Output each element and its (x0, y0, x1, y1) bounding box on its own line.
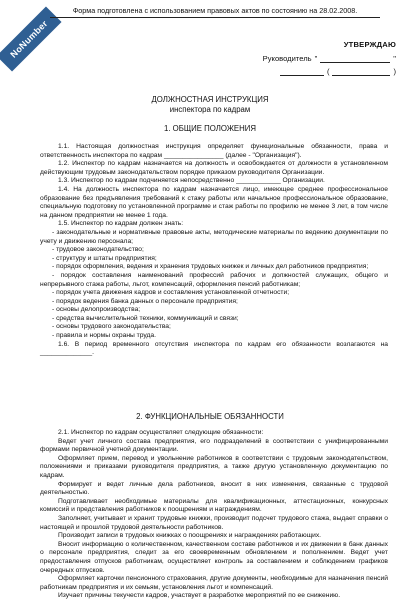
paragraph: - основы делопроизводства; (52, 306, 141, 314)
paragraph: 1.2. Инспектор по кадрам назначается на должность и освобождается от должности в установленном действующим трудовым законодательством порядке приказом руководителя Организации. (40, 160, 388, 176)
document-title-line: ДОЛЖНОСТНАЯ ИНСТРУКЦИЯ (151, 95, 269, 104)
paragraph: Вносит информацию о количественном, качественном составе работников и их движении в банк данных о персонале предприятия, следит за его своевременным обновлением и пополнением. Ведет учет предоставления отпусков работникам, осуществляет контроль за составлением и соблюдением графиков очередных отпусков. (40, 540, 388, 574)
paragraph: Формирует и ведет личные дела работников, вносит в них изменения, связанные с трудовой деятельностью. (40, 480, 388, 497)
document-subtitle-line: инспектора по кадрам (169, 105, 251, 114)
watermark-ribbon: NoNumber (0, 6, 62, 71)
paragraph: 2.1. Инспектор по кадрам осуществляет следующие обязанности: (58, 429, 264, 436)
director-label: Руководитель (262, 54, 312, 63)
paragraph: 1.4. На должность инспектора по кадрам назначается лицо, имеющее среднее профессиональное образование без предъявления требований к стажу работы или начальное профессиональное образование, специальную подготовку по установленной программе и стаж работы по профилю не менее 3 лет, в том числе на данном предприятии не менее 1 года. (40, 185, 388, 219)
signature-blank-line (280, 67, 324, 76)
paragraph: - порядок ведения банка данных о персонале предприятия; (52, 297, 238, 305)
approval-title: УТВЕРЖДАЮ (343, 40, 396, 49)
form-source-note: Форма подготовлена с использованием правовых актов по состоянию на 28.02.2008. (50, 6, 380, 18)
approval-signature-row (240, 54, 396, 63)
paragraph: Ведет учет личного состава предприятия, его подразделений в соответствии с унифицированными формами первичной учетной документации. (40, 437, 388, 454)
section1-title: 1. ОБЩИЕ ПОЛОЖЕНИЯ (164, 124, 256, 133)
paragraph: - порядок составления наименований профессий рабочих и должностей служащих, общего и непрерывного стажа работы, льгот, компенсаций, оформления пенсий работникам; (40, 271, 388, 288)
name-blank-line (332, 67, 390, 76)
section2-body (40, 429, 388, 601)
organization-blank-line (320, 54, 390, 63)
paren-open: ( (326, 67, 330, 76)
paragraph: 1.1. Настоящая должностная инструкция определяет функциональные обязанности, права и ответственность инспектора по кадрам ________________ (далее - "Организация"). (40, 143, 388, 159)
paragraph: - основы трудового законодательства; (52, 323, 171, 331)
section1-body (40, 143, 388, 358)
paragraph: - средства вычислительной техники, коммуникаций и связи; (52, 314, 239, 322)
paragraph: - порядок оформления, ведения и хранения трудовых книжек и личных дел работников предприятия; (52, 263, 369, 271)
paren-close: ) (393, 67, 396, 76)
paragraph: - законодательные и нормативные правовые акты, методические материалы по ведению документации по учету и движению персонала; (40, 228, 388, 245)
paragraph: Производит записи в трудовых книжках о поощрениях и награждениях работающих. (58, 532, 322, 540)
section2-title: 2. ФУНКЦИОНАЛЬНЫЕ ОБЯЗАННОСТИ (136, 412, 284, 421)
quote-open: " (314, 54, 318, 63)
paragraph: Подготавливает необходимые материалы для квалификационных, аттестационных, конкурсных комиссий и представления работников к поощрениям и награждениям. (40, 497, 388, 514)
quote-close: " (393, 54, 396, 63)
paragraph: - структуру и штаты предприятия; (52, 254, 157, 262)
approval-name-row (240, 67, 396, 76)
paragraph: - порядок учета движения кадров и составления установленной отчетности; (52, 289, 290, 297)
paragraph: - правила и нормы охраны труда. (52, 332, 156, 340)
paragraph: Заполняет, учитывает и хранит трудовые книжки, производит подсчет трудового стажа, выдает справки о настоящей и прошлой трудовой деятельности работников. (40, 514, 388, 531)
paragraph: Оформляет прием, перевод и увольнение работников в соответствии с трудовым законодательством, положениями и приказами руководителя предприятия, а также другую установленную документацию по кадрам. (40, 454, 388, 479)
document-title (0, 95, 420, 115)
paragraph: 1.3. Инспектор по кадрам подчиняется непосредственно ____________ Организации. (58, 177, 325, 185)
approval-block (240, 40, 396, 76)
paragraph: 1.6. В период временного отсутствия инспектора по кадрам его обязанности возлагаются на ______________. (40, 340, 388, 357)
paragraph: - трудовое законодательство; (52, 246, 144, 254)
paragraph: Изучает причины текучести кадров, участвует в разработке мероприятий по ее снижению. (58, 592, 341, 600)
paragraph: Оформляет карточки пенсионного страхования, другие документы, необходимые для назначения пенсий работникам предприятия и их семьям, установления льгот и компенсаций. (40, 575, 388, 591)
paragraph: 1.5. Инспектор по кадрам должен знать: (58, 220, 184, 228)
